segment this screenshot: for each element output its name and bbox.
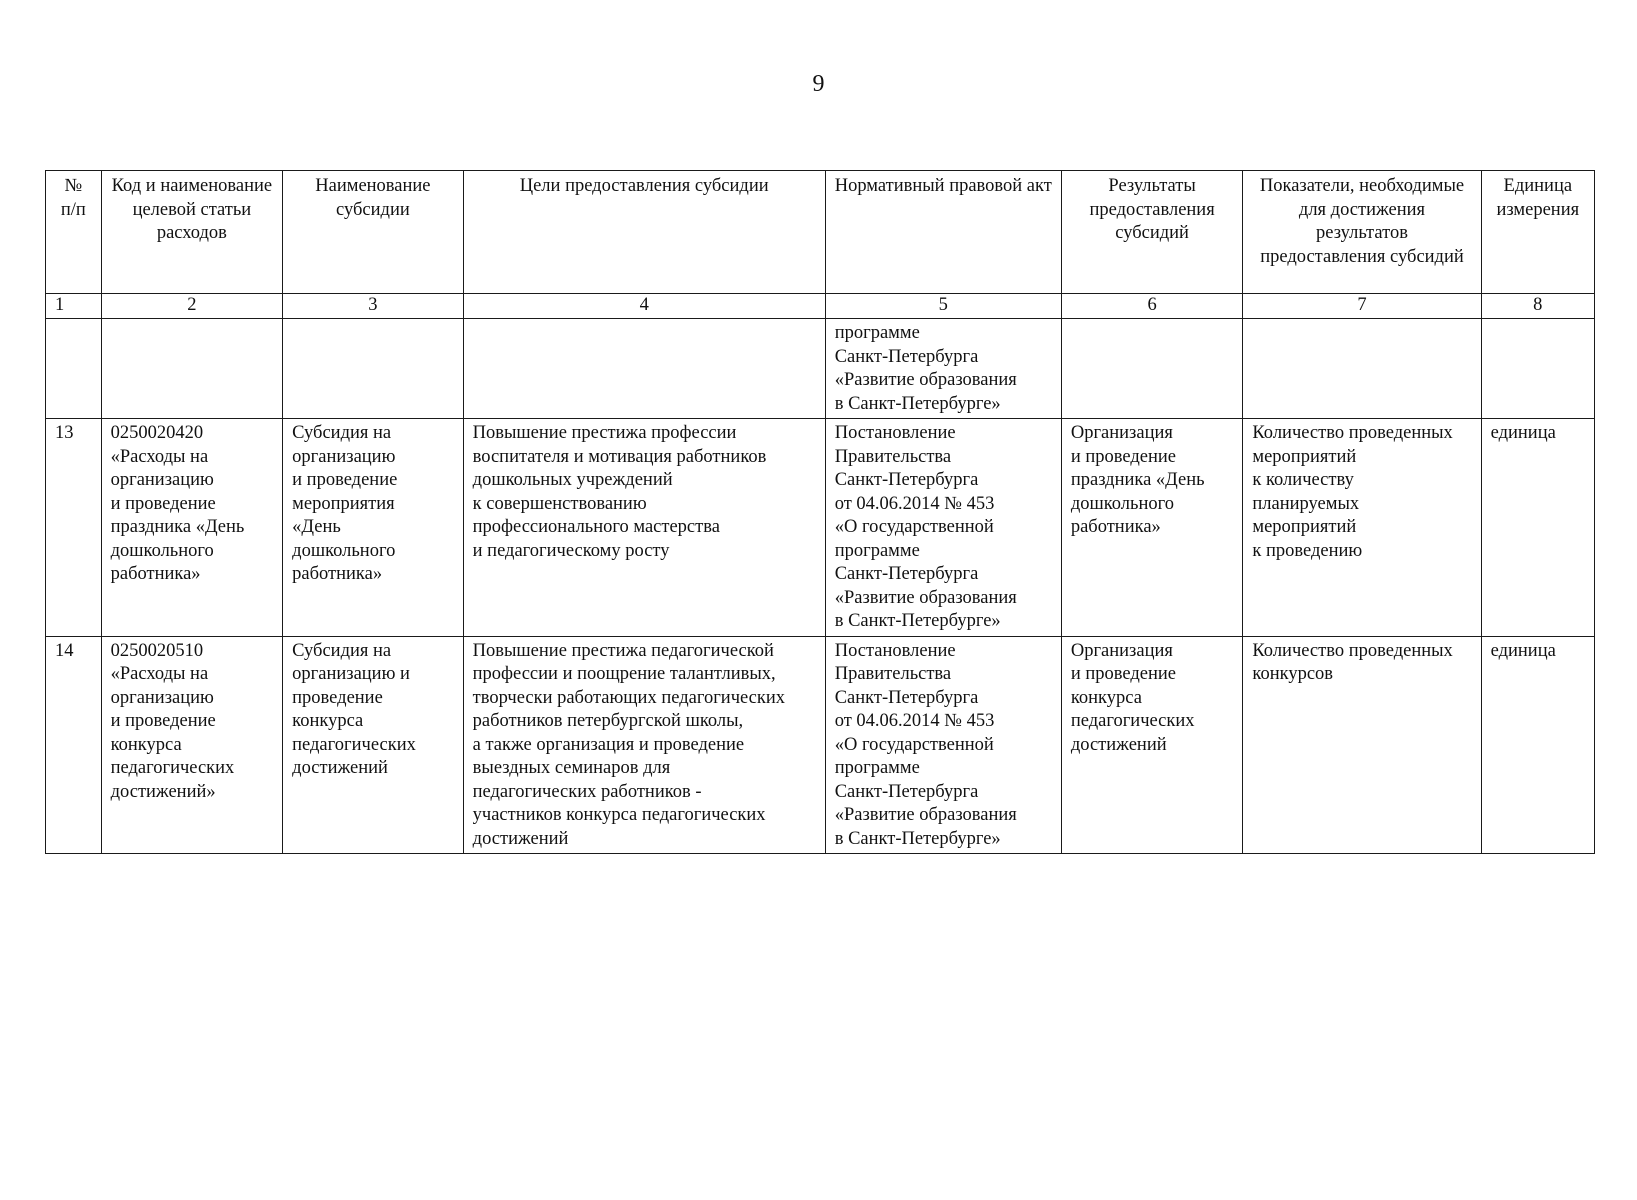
cell-line: Санкт-Петербурга — [834, 564, 979, 584]
cell-indicators — [1243, 319, 1481, 419]
cell-line: «О государственной — [834, 517, 994, 537]
cell-line: организацию — [110, 687, 214, 708]
cell-line: в Санкт-Петербурге» — [834, 393, 1001, 414]
cell-line: участников конкурса педагогических — [472, 805, 766, 825]
header-subsidy-name: Наименование субсидии — [283, 171, 464, 294]
cell-line: и проведение — [1070, 664, 1176, 684]
cell-code — [101, 419, 283, 637]
table-row-continuation — [46, 319, 1595, 419]
cell-line: к совершенствованию — [472, 493, 647, 514]
cell-line: Санкт-Петербурга — [834, 346, 979, 367]
cell-line: к проведению — [1252, 540, 1363, 561]
column-number: 8 — [1481, 294, 1594, 319]
cell-line: «Развитие образования — [834, 805, 1017, 825]
cell-line: работника» — [110, 564, 201, 584]
cell-subsidy-name — [283, 319, 464, 419]
cell-line: и педагогическому росту — [472, 540, 670, 561]
header-indicators: Показатели, необходимые для достижения результатов предоставления субсидий — [1243, 171, 1481, 294]
cell-line: а также организация и проведение — [472, 734, 745, 755]
cell-line: дошкольного — [110, 540, 214, 561]
cell-line: Повышение престижа педагогической — [472, 640, 774, 661]
cell-legal-act — [825, 419, 1061, 637]
cell-line: к количеству — [1252, 470, 1354, 490]
cell-number: 13 — [46, 419, 102, 637]
cell-number — [46, 319, 102, 419]
cell-line: педагогических — [292, 734, 416, 755]
cell-line: Правительства — [834, 664, 952, 684]
cell-line: Субсидия на — [292, 640, 392, 661]
cell-line: мероприятия — [292, 493, 395, 514]
cell-line: «Расходы на — [110, 664, 209, 684]
header-legal-act: Нормативный правовой акт — [825, 171, 1061, 294]
cell-indicators — [1243, 419, 1481, 637]
cell-goals — [463, 636, 825, 854]
subsidy-table — [45, 170, 1595, 854]
cell-line: праздника «День — [1070, 470, 1205, 490]
cell-line: «День — [292, 517, 341, 537]
cell-line: достижений — [1070, 734, 1167, 755]
column-number: 7 — [1243, 294, 1481, 319]
cell-line: дошкольного — [1070, 493, 1175, 514]
cell-line: дошкольного — [292, 540, 396, 561]
cell-line: программе — [834, 758, 920, 778]
cell-line: педагогических — [1070, 711, 1195, 731]
cell-line: проведение — [292, 687, 383, 708]
column-number: 6 — [1061, 294, 1243, 319]
cell-line: достижений» — [110, 781, 216, 802]
cell-line: организацию — [292, 446, 396, 467]
cell-subsidy-name — [283, 419, 464, 637]
cell-line: и проведение — [292, 470, 398, 490]
cell-line: Количество проведенных — [1252, 640, 1453, 661]
table-header-row — [46, 171, 1595, 294]
cell-unit: единица — [1481, 636, 1594, 854]
cell-legal-act — [825, 636, 1061, 854]
cell-line: конкурсов — [1252, 664, 1334, 684]
cell-line: профессионального мастерства — [472, 517, 720, 537]
cell-line: достижений — [292, 758, 388, 778]
column-number: 1 — [46, 294, 102, 319]
cell-line: Организация — [1070, 640, 1173, 661]
cell-unit: единица — [1481, 419, 1594, 637]
column-number: 3 — [283, 294, 464, 319]
cell-code — [101, 319, 283, 419]
cell-number: 14 — [46, 636, 102, 854]
cell-line: педагогических — [110, 758, 235, 778]
header-results: Результаты предоставления субсидий — [1061, 171, 1243, 294]
cell-line: Правительства — [834, 446, 952, 467]
cell-line: Субсидия на — [292, 423, 392, 443]
cell-line: Повышение престижа профессии — [472, 423, 737, 443]
cell-line: мероприятий — [1252, 517, 1357, 537]
cell-line: Санкт-Петербурга — [834, 781, 979, 802]
cell-subsidy-name — [283, 636, 464, 854]
header-unit: Единица измерения — [1481, 171, 1594, 294]
cell-line: творчески работающих педагогических — [472, 687, 786, 708]
cell-line: Постановление — [834, 640, 956, 661]
cell-line: «Развитие образования — [834, 370, 1017, 390]
cell-line: дошкольных учреждений — [472, 470, 673, 490]
page-number: 9 — [812, 71, 825, 97]
cell-legal-act — [825, 319, 1061, 419]
cell-unit — [1481, 319, 1594, 419]
cell-line: Организация — [1070, 423, 1173, 443]
column-number: 2 — [101, 294, 283, 319]
cell-line: Санкт-Петербурга — [834, 470, 979, 490]
column-number: 5 — [825, 294, 1061, 319]
cell-line: планируемых — [1252, 493, 1360, 514]
cell-line: Постановление — [834, 423, 956, 443]
cell-line: конкурса — [292, 711, 364, 731]
cell-line: конкурса — [110, 734, 182, 755]
cell-line: и проведение — [1070, 446, 1176, 467]
cell-results — [1061, 319, 1243, 419]
cell-line: в Санкт-Петербурге» — [834, 828, 1001, 849]
cell-goals — [463, 419, 825, 637]
cell-line: 0250020420 — [110, 423, 204, 443]
cell-line: от 04.06.2014 № 453 — [834, 493, 995, 514]
cell-line: Санкт-Петербурга — [834, 687, 979, 708]
cell-line: в Санкт-Петербурге» — [834, 611, 1001, 631]
cell-line: выездных семинаров для — [472, 758, 671, 778]
cell-line: конкурса — [1070, 687, 1142, 708]
cell-line: организацию и — [292, 664, 410, 684]
cell-line: программе — [834, 540, 920, 561]
cell-line: работников петербургской школы, — [472, 711, 744, 731]
cell-line: «Расходы на — [110, 446, 209, 467]
cell-indicators — [1243, 636, 1481, 854]
cell-line: достижений — [472, 828, 569, 849]
cell-line: «О государственной — [834, 734, 994, 755]
cell-code — [101, 636, 283, 854]
cell-line: мероприятий — [1252, 446, 1357, 467]
cell-line: праздника «День — [110, 517, 245, 537]
column-number-row — [46, 294, 1595, 319]
cell-line: Количество проведенных — [1252, 423, 1453, 443]
cell-line: педагогических работников - — [472, 781, 702, 802]
header-number: № п/п — [46, 171, 102, 294]
cell-line: воспитателя и мотивация работников — [472, 446, 767, 467]
cell-line: «Развитие образования — [834, 587, 1017, 608]
cell-line: организацию — [110, 470, 214, 490]
cell-line: профессии и поощрение талантливых, — [472, 664, 776, 684]
cell-goals — [463, 319, 825, 419]
cell-line: работника» — [1070, 517, 1161, 537]
header-goals: Цели предоставления субсидии — [463, 171, 825, 294]
header-code: Код и наименование целевой статьи расходов — [101, 171, 283, 294]
table-row-14 — [46, 636, 1595, 854]
cell-line: 0250020510 — [110, 640, 204, 661]
cell-line: программе — [834, 323, 920, 343]
cell-line: и проведение — [110, 711, 216, 731]
cell-line: от 04.06.2014 № 453 — [834, 711, 995, 731]
table-row-13 — [46, 419, 1595, 637]
cell-line: и проведение — [110, 493, 216, 514]
column-number: 4 — [463, 294, 825, 319]
cell-line: работника» — [292, 564, 383, 584]
cell-results — [1061, 636, 1243, 854]
cell-results — [1061, 419, 1243, 637]
